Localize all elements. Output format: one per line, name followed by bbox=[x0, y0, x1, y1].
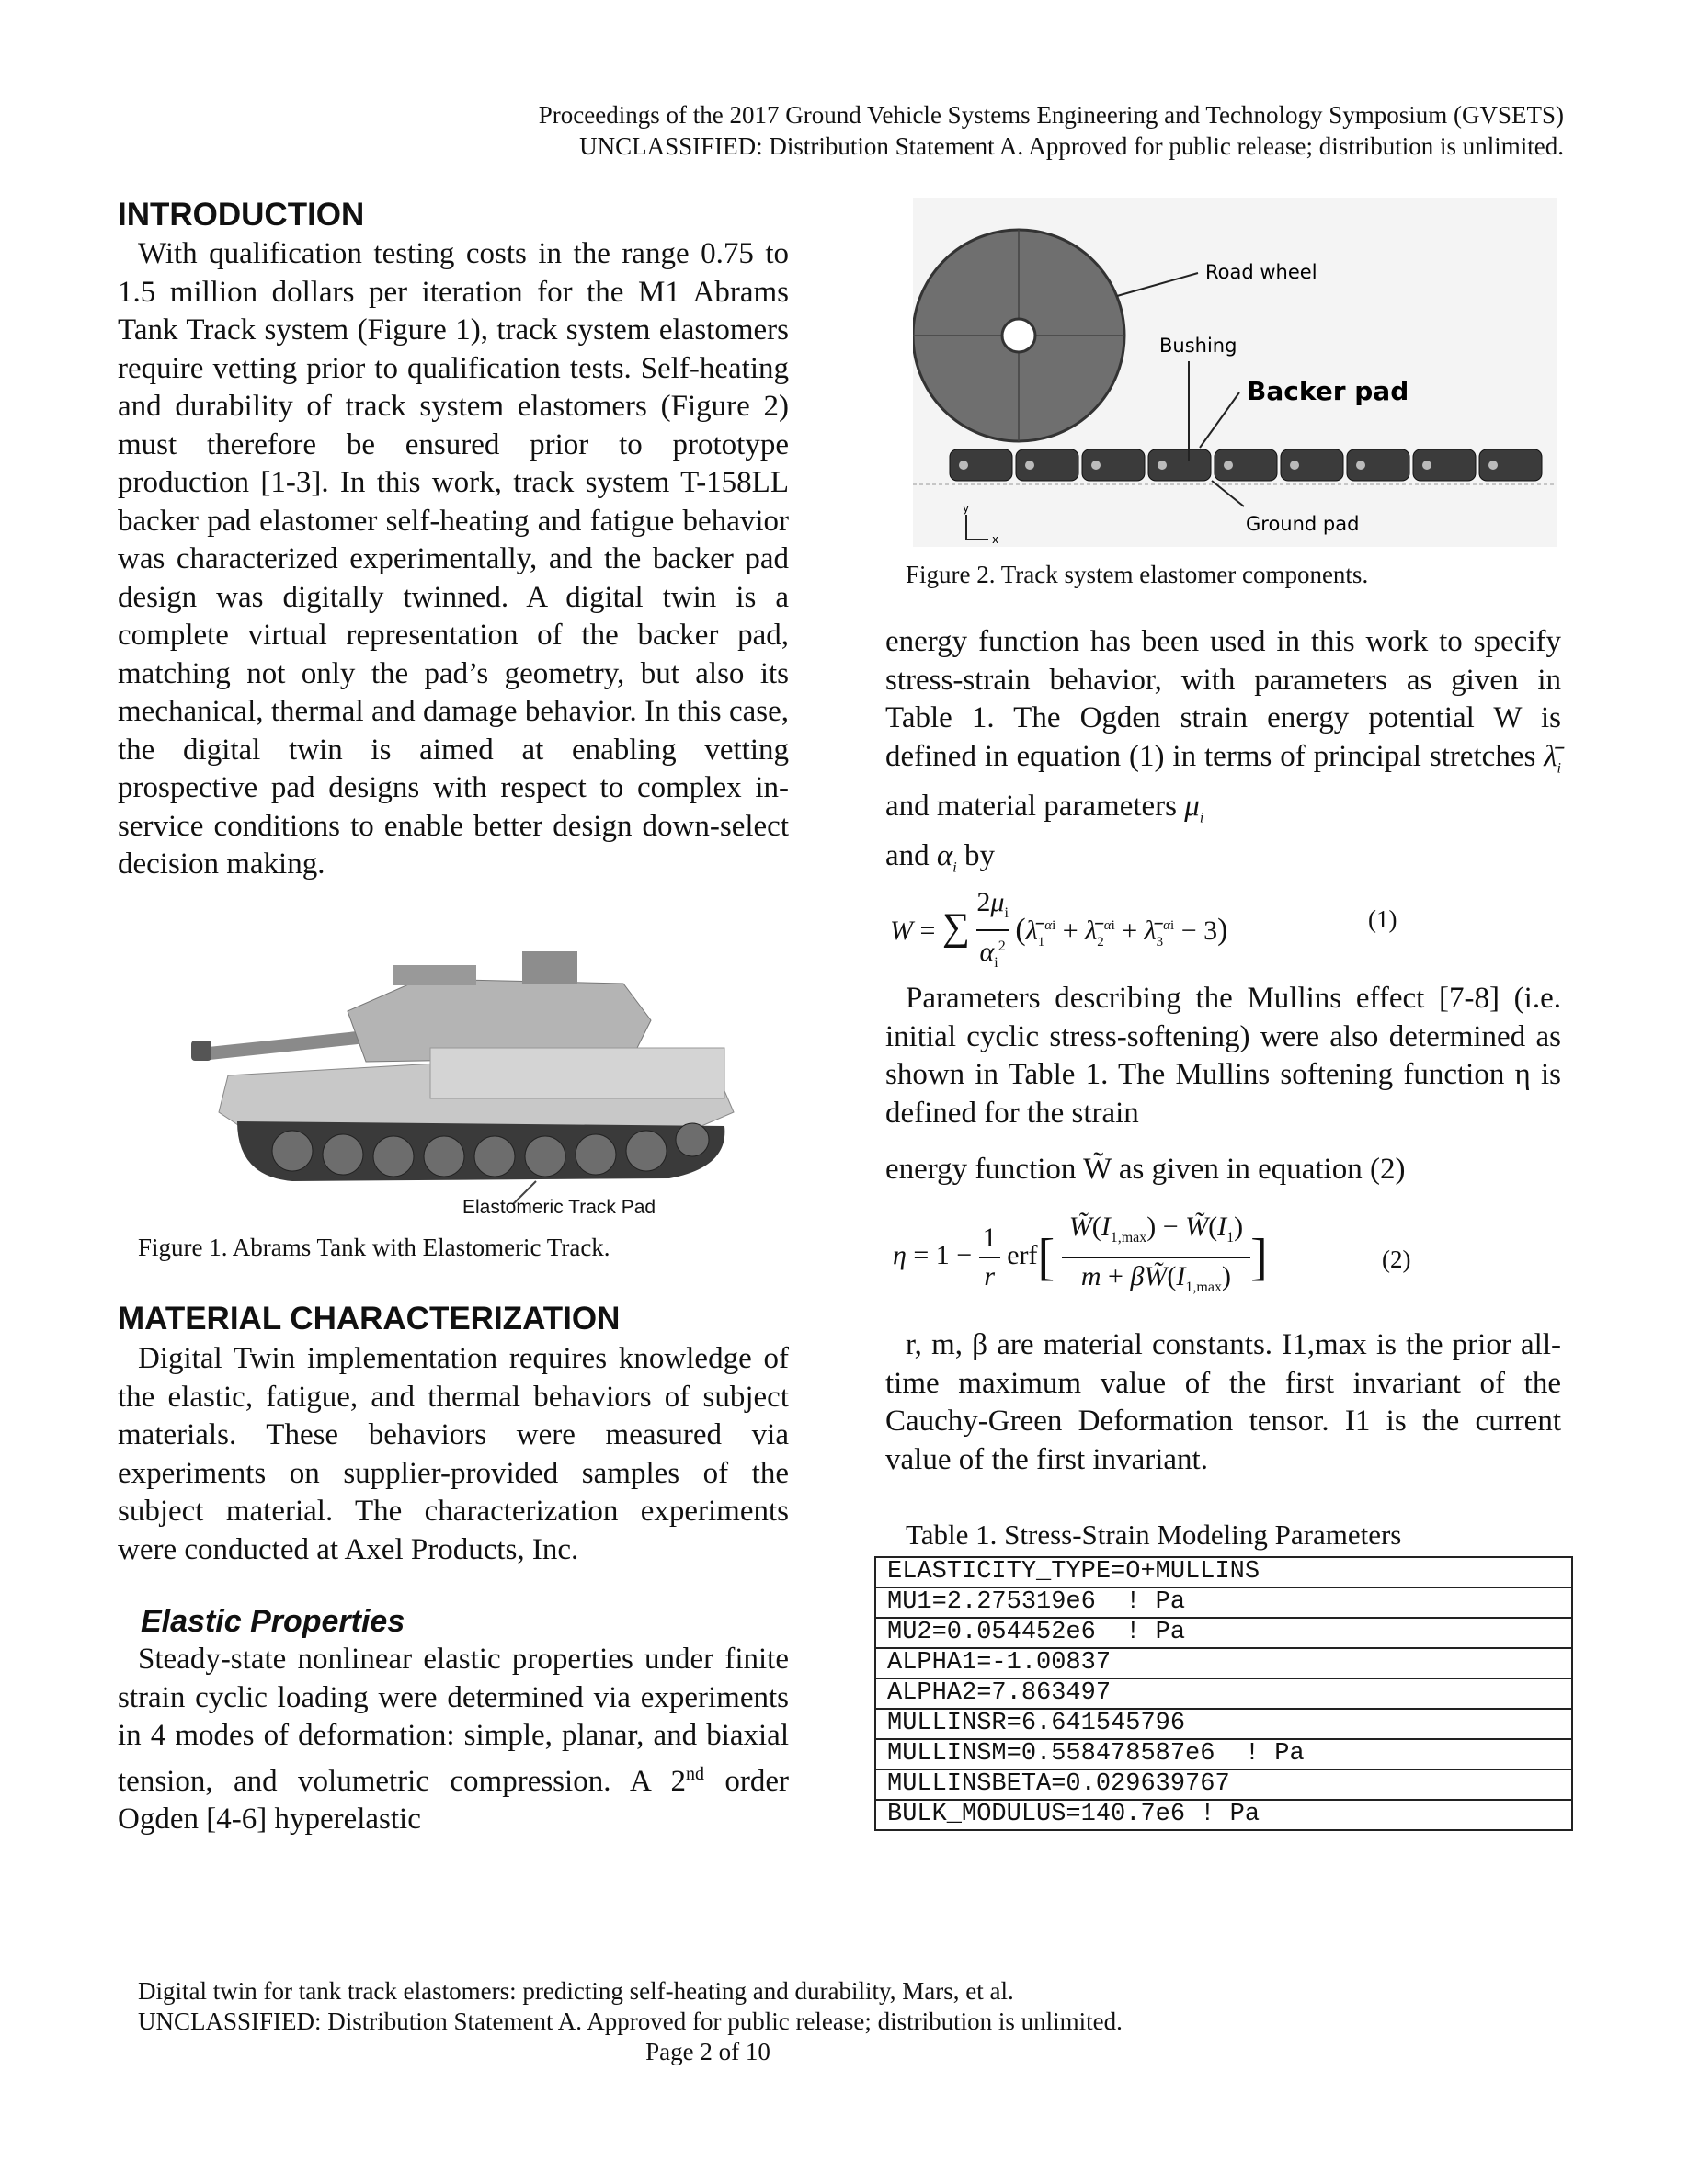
table-cell: MU2=0.054452e6 ! Pa bbox=[875, 1618, 1572, 1648]
material-paragraph: Digital Twin implementation requires knowledge of the elastic, fatigue, and thermal behaviors of subject materials. These behaviors were measured via experiments on supplier-provided samples of the subject material. The characterization experiments were conducted at Axel Products, Inc. bbox=[118, 1342, 789, 1566]
table-row bbox=[875, 1769, 1572, 1800]
right-paragraph-1 bbox=[885, 623, 1561, 887]
backer-pad-label: Backer pad bbox=[1247, 376, 1409, 406]
figure2-caption: Figure 2. Track system elastomer components. bbox=[906, 561, 1369, 588]
equation-1: W = ∑ $2\mu_i$ $\alpha_i^2$ ($\lambdā_1^{\alpha i}$ + $\lambdā_2^{\alpha i}$ + $\lambdā_3^{\alpha i} - 3$) bbox=[890, 887, 1228, 971]
tank-side-armor bbox=[430, 1048, 724, 1098]
table-cell: ALPHA1=-1.00837 bbox=[875, 1648, 1572, 1678]
table-cell: ALPHA2=7.863497 bbox=[875, 1678, 1572, 1709]
table-cell: MU1=2.275319e6 ! Pa bbox=[875, 1587, 1572, 1618]
footer-line1: Digital twin for tank track elastomers: predicting self-heating and durability, Mars, et al. bbox=[138, 1977, 1014, 2005]
road-wheel-hub bbox=[1002, 319, 1035, 352]
header-line1: Proceedings of the 2017 Ground Vehicle Systems Engineering and Technology Symposium (GVSETS) bbox=[538, 101, 1564, 129]
table-cell: MULLINSM=0.558478587e6 ! Pa bbox=[875, 1739, 1572, 1769]
page-footer bbox=[138, 1976, 1416, 2067]
mu-symbol: $\mu_i$ bbox=[1184, 789, 1204, 826]
axis-y-label: y bbox=[963, 502, 970, 515]
table-row bbox=[875, 1678, 1572, 1709]
track-pads bbox=[950, 449, 1542, 481]
equation-2: η = 1 − $\frac{1}{r} erf$[ $W̃(I_{1,max})$ − $W̃(I_1)$ $m + \beta W̃(I_{1,max})$ ] bbox=[893, 1209, 1268, 1306]
table-row bbox=[875, 1800, 1572, 1830]
tank-muzzle bbox=[191, 1041, 211, 1061]
abrams-tank-figure bbox=[191, 938, 743, 1213]
track-system-figure bbox=[913, 198, 1557, 547]
table-cell: MULLINSBETA=0.029639767 bbox=[875, 1769, 1572, 1800]
header-line2: UNCLASSIFIED: Distribution Statement A. Approved for public release; distribution is unlimited. bbox=[579, 132, 1564, 160]
right-paragraph-1-by: by bbox=[964, 838, 995, 872]
lambda-symbol: $\lambdā_i$ bbox=[1544, 739, 1561, 777]
equation-1-number: (1) bbox=[1368, 905, 1397, 933]
intro-paragraph: With qualification testing costs in the range 0.75 to 1.5 million dollars per iteration for the M1 Abrams Tank Track system (Figure 1), track system elastomers require vetting prior to qualification tests. Self-heating and durability of track system elastomers (Figure 2) must therefore be ensured prior to prototype production [1-3]. In this work, track system T-158LL backer pad elastomer self-heating and fatigue behavior was characterized experimentally, and the backer pad design was digitally twinned. A digital twin is a complete virtual representation of the backer pad, matching not only the pad’s geometry, but also its mechanical, thermal and damage behavior. In this case, the digital twin is aimed at enabling vetting prospective pad designs with respect to complex in-service conditions to enable better design down-select decision making. bbox=[118, 237, 789, 881]
tank-gun-barrel bbox=[200, 1029, 375, 1061]
table-row bbox=[875, 1587, 1572, 1618]
table-row bbox=[875, 1557, 1572, 1587]
table-cell: MULLINSR=6.641545796 bbox=[875, 1709, 1572, 1739]
table-row bbox=[875, 1618, 1572, 1648]
right-paragraph-2: Parameters describing the Mullins effect [7-8] (i.e. initial cyclic stress-softening) were also determined as shown in Table 1. The Mullins softening function η is defined for the strain bbox=[885, 982, 1561, 1130]
parameters-table bbox=[874, 1556, 1573, 1831]
right-paragraph-2b: energy function W̃ as given in equation (2) bbox=[885, 1153, 1406, 1186]
intro-heading: INTRODUCTION bbox=[118, 197, 365, 233]
elastic-paragraph-b: order Ogden [4-6] hyperelastic bbox=[118, 1764, 789, 1836]
material-heading: MATERIAL CHARACTERIZATION bbox=[118, 1301, 621, 1337]
axis-x-label: x bbox=[992, 533, 999, 546]
right-paragraph-3: r, m, β are material constants. I1,max is the prior all-time maximum value of the first invariant of the Cauchy-Green Deformation tensor. I1 is the current value of the first invariant. bbox=[885, 1328, 1561, 1476]
elastomeric-track-pad-label: Elastomeric Track Pad bbox=[462, 1197, 656, 1213]
right-paragraph-1-text: energy function has been used in this work to specify stress-strain behavior, with parameters as given in Table 1. The Ogden strain energy potential W is defined in equation (1) in terms of principal stretches bbox=[885, 625, 1561, 773]
table1-caption: Table 1. Stress-Strain Modeling Parameters bbox=[906, 1519, 1402, 1551]
table-cell: BULK_MODULUS=140.7e6 ! Pa bbox=[875, 1800, 1572, 1830]
equation-2-number: (2) bbox=[1382, 1246, 1411, 1273]
table-row bbox=[875, 1648, 1572, 1678]
figure1-caption: Figure 1. Abrams Tank with Elastomeric Track. bbox=[138, 1234, 610, 1261]
table-row bbox=[875, 1739, 1572, 1769]
elastic-paragraph-a: Steady-state nonlinear elastic properties under finite strain cyclic loading were determined via experiments in 4 modes of deformation: simple, planar, and biaxial tension, and volumetric compression. A 2 bbox=[118, 1643, 789, 1798]
right-paragraph-1-tail: and material parameters bbox=[885, 789, 1177, 823]
table-row bbox=[875, 1709, 1572, 1739]
elastic-paragraph bbox=[118, 1641, 789, 1839]
elastic-sup: nd bbox=[685, 1763, 704, 1784]
page-header bbox=[539, 99, 1564, 162]
tank-sight bbox=[393, 965, 476, 985]
elastic-heading: Elastic Properties bbox=[141, 1604, 405, 1639]
road-wheel-label: Road wheel bbox=[1205, 261, 1317, 283]
alpha-symbol: $\alpha_i$ bbox=[936, 838, 957, 876]
footer-line2: UNCLASSIFIED: Distribution Statement A. Approved for public release; distribution is unlimited. bbox=[138, 2008, 1123, 2035]
right-paragraph-1-and: and bbox=[885, 838, 930, 872]
bushing-label: Bushing bbox=[1159, 335, 1237, 357]
tank-hatch bbox=[522, 951, 577, 984]
table-cell: ELASTICITY_TYPE=O+MULLINS bbox=[875, 1557, 1572, 1587]
ground-pad-label: Ground pad bbox=[1246, 513, 1360, 535]
page-number: Page 2 of 10 bbox=[645, 2038, 770, 2065]
